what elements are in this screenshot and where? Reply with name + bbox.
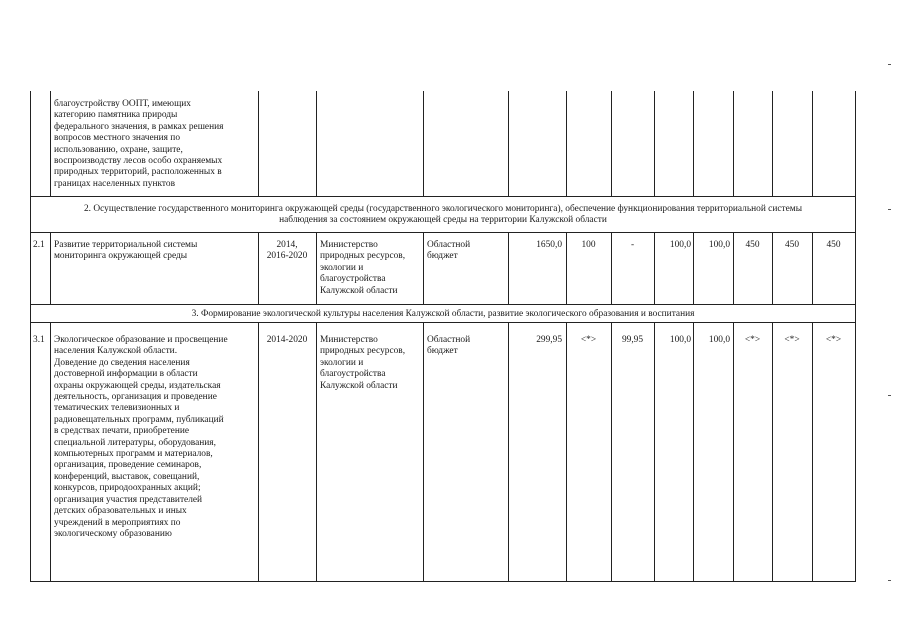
row-value: 99,95 xyxy=(621,335,644,345)
row-name: Экологическое образование и просвещение населения Калужской области. Доведение до сведения населения достоверной информации в области охраны окружающей среды, издательская деятельность, организация и проведение тематических телевизионных и радиовещательных программ, публикаций в средствах печати, приобретение специальной литературы, оборудования, компьютерных программ и материалов, организация, проведение семинаров, конференций, выставок, совещаний, конкурсов, природоохранных акций; организация участия представителей детских образовательных и иных учреждений в мероприятиях по экологическому образованию xyxy=(54,335,228,539)
row-total: 1650,0 xyxy=(536,240,562,250)
table-border-left xyxy=(30,91,31,581)
scan-mark xyxy=(888,64,891,65)
row-value: 450 xyxy=(745,240,760,250)
table-border-right xyxy=(855,91,856,581)
row-number: 3.1 xyxy=(33,335,45,345)
row-value: 100,0 xyxy=(708,240,730,250)
section-2-header: 2. Осуществление государственного мониторинга окружающей среды (государственного экологического мониторинга), обеспечение функционирования территориальной системы наблюдения за состоянием окружающей среды на территории Калужской области xyxy=(83,204,803,226)
row-value: 450 xyxy=(826,240,841,250)
section-3-header: 3. Формирование экологической культуры населения Калужской области, развитие экологического образования и воспитания xyxy=(191,309,695,319)
row-source: Областной бюджет xyxy=(427,240,471,262)
row-value: 100,0 xyxy=(708,335,730,345)
row-value: 100 xyxy=(581,240,596,250)
table-bottom-line xyxy=(30,581,856,582)
row-value: 100,0 xyxy=(669,240,691,250)
row-value: <*> xyxy=(825,335,842,345)
row-source: Областной бюджет xyxy=(427,335,471,357)
row-name: Развитие территориальной системы мониторинга окружающей среды xyxy=(54,240,198,262)
row-number: 2.1 xyxy=(33,240,45,250)
row-divider xyxy=(30,304,856,305)
row-continuation-name: благоустройству ООПТ, имеющих категорию памятника природы федерального значения, в рамках решения вопросов местного значения по использованию, охране, защите, воспроизводству лесов особо охраняемых природных территорий, расположенных в границах населенных пунктов xyxy=(54,99,224,189)
row-divider xyxy=(30,196,856,197)
row-value: <*> xyxy=(784,335,800,345)
row-executor: Министерство природных ресурсов, экологии и благоустройства Калужской области xyxy=(320,335,406,391)
row-divider xyxy=(30,232,856,233)
scan-mark xyxy=(888,209,891,210)
row-value: 450 xyxy=(784,240,800,250)
row-divider xyxy=(30,322,856,323)
row-value: - xyxy=(630,240,635,250)
scan-mark xyxy=(888,395,891,396)
row-total: 299,95 xyxy=(536,335,562,345)
row-value: <*> xyxy=(580,335,597,345)
row-years: 2014, 2016-2020 xyxy=(266,240,308,262)
row-years: 2014-2020 xyxy=(266,335,308,345)
row-value: 100,0 xyxy=(669,335,691,345)
row-executor: Министерство природных ресурсов, экологии и благоустройства Калужской области xyxy=(320,240,406,296)
row-value: <*> xyxy=(744,335,761,345)
scan-mark xyxy=(888,580,891,581)
